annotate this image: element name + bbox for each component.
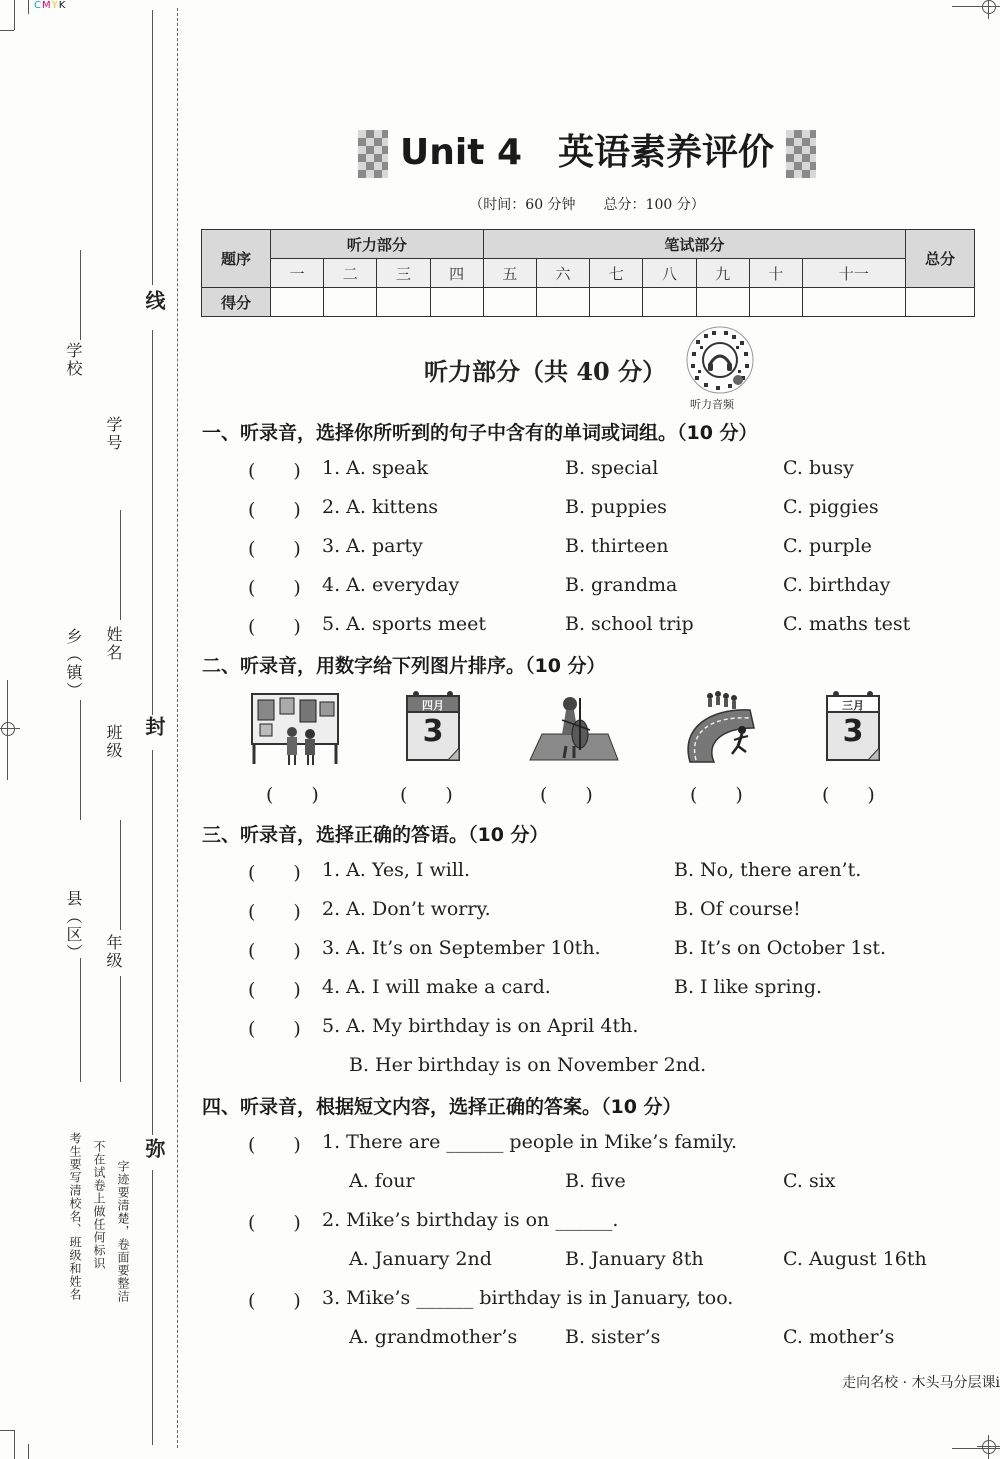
part-number-cell: 一 xyxy=(271,259,324,288)
p3-q2-a: 2. A. Don’t worry. xyxy=(322,898,491,920)
crop-mark xyxy=(7,680,8,780)
checker-decoration-icon xyxy=(786,130,816,178)
town-field[interactable] xyxy=(80,700,81,820)
score-cell[interactable] xyxy=(271,288,324,317)
p3-q3-b: B. It’s on October 1st. xyxy=(674,937,887,959)
answer-paren[interactable]: ( ) xyxy=(248,940,301,962)
crop-mark xyxy=(14,0,15,30)
p1-q4-c: C. birthday xyxy=(783,574,891,596)
p4-q3-c: C. mother’s xyxy=(783,1326,895,1348)
crop-mark xyxy=(28,0,29,14)
p1-q2-b: B. puppies xyxy=(565,496,667,518)
part-number-cell: 十 xyxy=(749,259,802,288)
p3-q5-b: B. Her birthday is on November 2nd. xyxy=(349,1054,707,1076)
line-label: 线 xyxy=(142,290,166,312)
qr-label: 听力音频 xyxy=(690,398,734,411)
score-cell[interactable] xyxy=(377,288,430,317)
p4-q2-b: B. January 8th xyxy=(565,1248,704,1270)
qr-code-icon[interactable] xyxy=(686,326,754,394)
part-number-cell: 八 xyxy=(643,259,696,288)
p3-q1-b: B. No, there aren’t. xyxy=(674,859,862,881)
answer-paren[interactable]: ( ) xyxy=(248,1018,301,1040)
part-number-cell: 三 xyxy=(377,259,430,288)
p4-q1-c: C. six xyxy=(783,1170,836,1192)
cmyk-mark: CMYK xyxy=(34,0,67,11)
p1-q1-a: 1. A. speak xyxy=(322,457,428,479)
score-cell[interactable] xyxy=(483,288,536,317)
calendar-april-picture: 四月 3 xyxy=(404,690,462,764)
p4-q2-question: 2. Mike’s birthday is on ______. xyxy=(322,1209,619,1231)
score-cell[interactable] xyxy=(696,288,749,317)
registration-mark-icon xyxy=(1,722,15,736)
p1-q2-a: 2. A. kittens xyxy=(322,496,439,518)
answer-paren[interactable]: ( ) xyxy=(248,1212,301,1234)
exam-note-2: 不在试卷上做任何标识 xyxy=(92,1140,106,1270)
answer-paren[interactable]: ( ) xyxy=(248,1134,301,1156)
exam-note-3: 字迹要清楚，卷面要整洁 xyxy=(116,1160,130,1303)
part-number-cell: 七 xyxy=(590,259,643,288)
p4-q3-a: A. grandmother’s xyxy=(349,1326,518,1348)
bind-label: 弥 xyxy=(142,1138,166,1160)
student-id-field[interactable] xyxy=(120,510,121,620)
page-title: Unit 4 英语素养评价 xyxy=(200,124,974,178)
exam-note-1: 考生要写清校名、班级和姓名 xyxy=(68,1132,82,1301)
sports-track-picture xyxy=(680,688,758,766)
cello-player-picture xyxy=(528,690,620,764)
school-field[interactable] xyxy=(80,250,81,340)
p4-q1-question: 1. There are ______ people in Mike’s family. xyxy=(322,1131,738,1153)
exam-info: （时间：60 分钟 总分：100 分） xyxy=(469,197,705,213)
p3-q5-a: 5. A. My birthday is on April 4th. xyxy=(322,1015,639,1037)
p4-q1-a: A. four xyxy=(349,1170,415,1192)
binding-line xyxy=(152,330,153,715)
p1-q5-b: B. school trip xyxy=(565,613,694,635)
answer-paren[interactable]: ( ) xyxy=(248,460,301,482)
p3-q2-b: B. Of course! xyxy=(674,898,801,920)
score-cell[interactable] xyxy=(536,288,589,317)
school-label: 学校 xyxy=(64,342,83,378)
row-label-cell: 题序 xyxy=(202,230,271,288)
crop-mark xyxy=(0,1430,14,1431)
part4-heading: 四、听录音，根据短文内容，选择正确的答案。（10 分） xyxy=(202,1096,682,1118)
answer-paren[interactable]: ( ) xyxy=(248,577,301,599)
p1-q4-b: B. grandma xyxy=(565,574,678,596)
p3-q1-a: 1. A. Yes, I will. xyxy=(322,859,471,881)
class-field[interactable] xyxy=(120,820,121,930)
total-header: 总分 xyxy=(906,230,975,288)
score-label-cell: 得分 xyxy=(202,288,271,317)
p1-q3-b: B. thirteen xyxy=(565,535,669,557)
total-score-cell[interactable] xyxy=(906,288,975,317)
part-number-cell: 六 xyxy=(536,259,589,288)
town-label: 乡（镇） xyxy=(64,628,83,700)
name-label: 姓名 xyxy=(104,626,123,662)
p1-q5-a: 5. A. sports meet xyxy=(322,613,486,635)
part-number-cell: 五 xyxy=(483,259,536,288)
binding-dotted-line xyxy=(177,8,178,1448)
score-cell[interactable] xyxy=(590,288,643,317)
footer-series: 走向名校 · 木头马分层课i xyxy=(842,1375,1000,1391)
crop-mark xyxy=(14,1430,15,1459)
answer-paren[interactable]: ( ) xyxy=(248,862,301,884)
exhibition-picture xyxy=(248,690,342,768)
part1-heading: 一、听录音，选择你所听到的句子中含有的单词或词组。（10 分） xyxy=(202,422,758,444)
writing-header: 笔试部分 xyxy=(483,230,905,259)
picture-answer-paren[interactable]: ( ) xyxy=(822,784,875,806)
picture-answer-paren[interactable]: ( ) xyxy=(400,784,453,806)
student-id-label: 学号 xyxy=(104,416,123,452)
score-cell[interactable] xyxy=(643,288,696,317)
binding-line xyxy=(152,10,153,285)
listening-section-title: 听力部分（共 40 分） xyxy=(424,357,667,386)
answer-paren[interactable]: ( ) xyxy=(248,979,301,1001)
seal-label: 封 xyxy=(142,716,166,738)
score-cell[interactable] xyxy=(749,288,802,317)
answer-paren[interactable]: ( ) xyxy=(248,1290,301,1312)
p3-q4-b: B. I like spring. xyxy=(674,976,823,998)
crop-mark xyxy=(0,30,14,31)
calendar-march-picture: 三月 3 xyxy=(824,690,882,764)
answer-paren[interactable]: ( ) xyxy=(248,901,301,923)
class-label: 班级 xyxy=(104,724,123,760)
p4-q2-a: A. January 2nd xyxy=(349,1248,492,1270)
county-label: 县（区） xyxy=(64,890,83,962)
p4-q2-c: C. August 16th xyxy=(783,1248,927,1270)
part-number-cell: 十一 xyxy=(802,259,905,288)
answer-paren[interactable]: ( ) xyxy=(248,538,301,560)
p1-q3-c: C. purple xyxy=(783,535,872,557)
checker-decoration-icon xyxy=(358,130,388,178)
p4-q3-question: 3. Mike’s ______ birthday is in January, too. xyxy=(322,1287,734,1309)
picture-answer-paren[interactable]: ( ) xyxy=(266,784,319,806)
picture-answer-paren[interactable]: ( ) xyxy=(690,784,743,806)
part2-heading: 二、听录音，用数字给下列图片排序。（10 分） xyxy=(202,655,606,677)
answer-paren[interactable]: ( ) xyxy=(248,616,301,638)
score-cell[interactable] xyxy=(324,288,377,317)
registration-mark-icon xyxy=(982,0,996,14)
listening-header: 听力部分 xyxy=(271,230,484,259)
binding-line xyxy=(152,750,153,1135)
p1-q1-c: C. busy xyxy=(783,457,854,479)
picture-answer-paren[interactable]: ( ) xyxy=(540,784,593,806)
score-cell[interactable] xyxy=(802,288,905,317)
county-field[interactable] xyxy=(80,958,81,1082)
p1-q3-a: 3. A. party xyxy=(322,535,423,557)
p1-q1-b: B. special xyxy=(565,457,659,479)
p3-q4-a: 4. A. I will make a card. xyxy=(322,976,551,998)
score-cell[interactable] xyxy=(430,288,483,317)
p3-q3-a: 3. A. It’s on September 10th. xyxy=(322,937,601,959)
registration-mark-icon xyxy=(982,1440,996,1454)
part-number-cell: 四 xyxy=(430,259,483,288)
binding-line xyxy=(152,1170,153,1445)
p4-q1-b: B. five xyxy=(565,1170,626,1192)
p1-q4-a: 4. A. everyday xyxy=(322,574,460,596)
part3-heading: 三、听录音，选择正确的答语。（10 分） xyxy=(202,824,549,846)
answer-paren[interactable]: ( ) xyxy=(248,499,301,521)
p1-q5-c: C. maths test xyxy=(783,613,911,635)
p4-q3-b: B. sister’s xyxy=(565,1326,661,1348)
crop-mark xyxy=(28,1444,29,1459)
grade-field[interactable] xyxy=(120,976,121,1082)
p1-q2-c: C. piggies xyxy=(783,496,879,518)
part-number-cell: 九 xyxy=(696,259,749,288)
score-table xyxy=(201,229,975,317)
part-number-cell: 二 xyxy=(324,259,377,288)
grade-label: 年级 xyxy=(104,934,123,970)
